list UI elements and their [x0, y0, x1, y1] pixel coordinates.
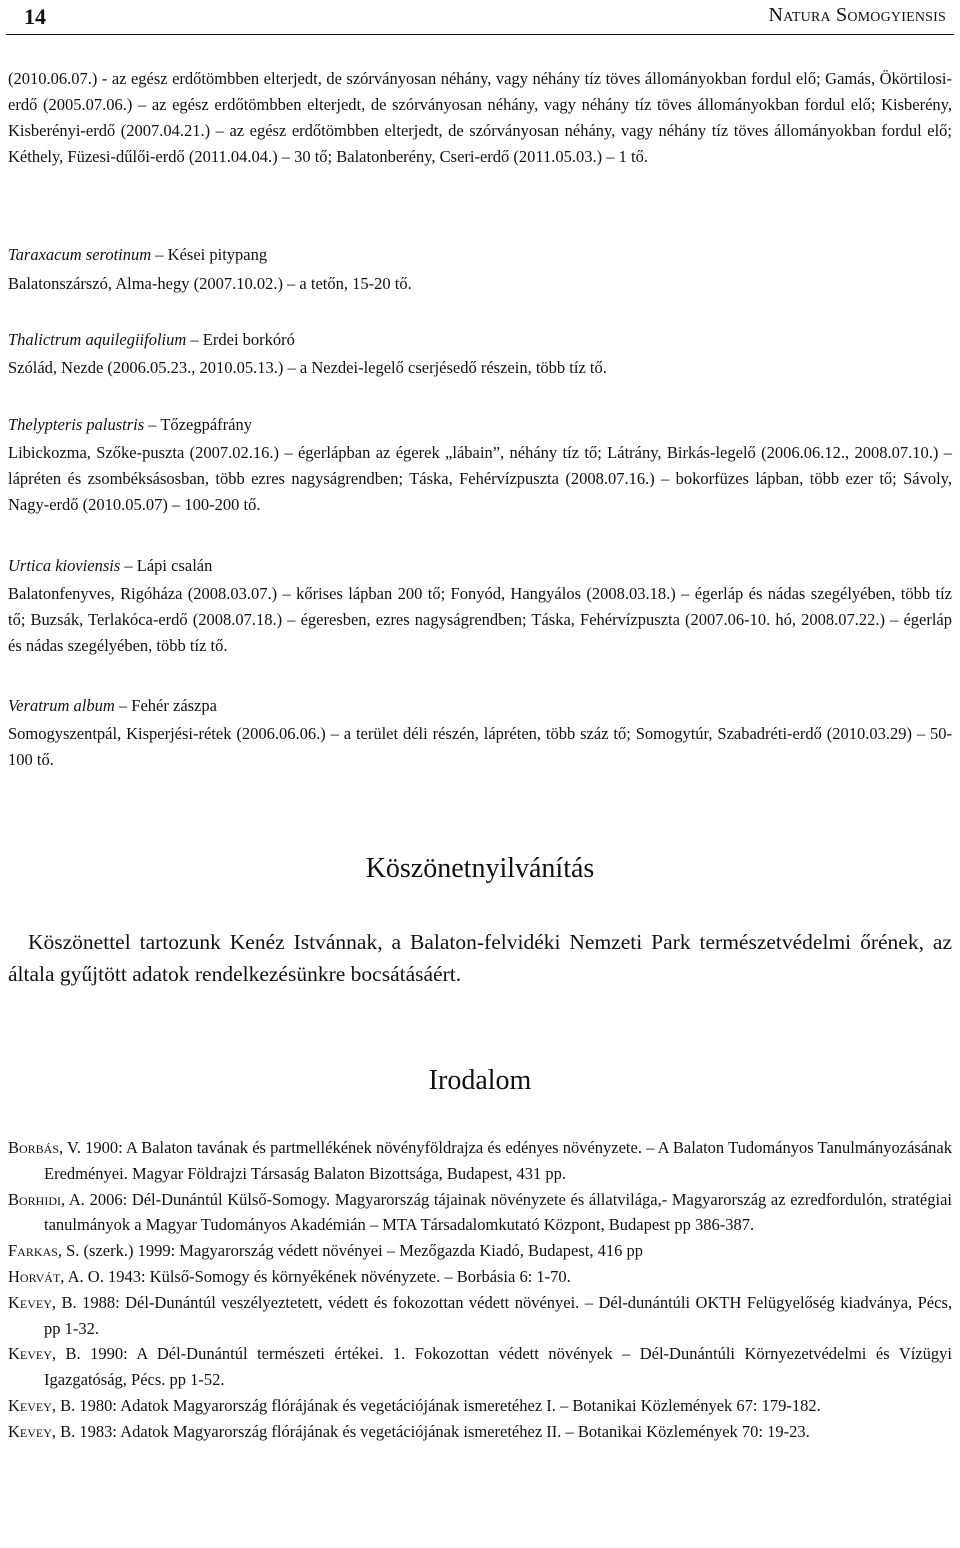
species-record-text: Libickozma, Szőke-puszta (2007.02.16.) – égerlápban az égerek „lábain”, néhány tíz tő; Látrány, Birkás-legelő (2006.06.12., 2008.07.10.) – lápréten és zsombéksásosban, több ezres nagyságrendben; Táska, Fehérvízpuszta (2008.07.16.) – bokorfüzes lápban, több ezer tő; Sávoly, Nagy-erdő (2010.05.07) – 100-200 tő.: [8, 443, 952, 514]
species-latin-name: Thalictrum aquilegiifolium: [8, 330, 187, 349]
reference-author: Horvát, A. O.: [8, 1266, 104, 1286]
references-title: Irodalom: [428, 1065, 532, 1096]
species-record: [8, 721, 952, 773]
species-record: [8, 271, 952, 297]
species-latin-name: Taraxacum serotinum: [8, 245, 152, 264]
acknowledgement-title: Köszönetnyilvánítás: [365, 853, 595, 884]
reference-author: Farkas, S.: [8, 1241, 80, 1261]
reference-text: 1980: Adatok Magyarország flórájának és vegetációjának ismeretéhez I. – Botanikai Közlemények 67: 179-182.: [79, 1395, 821, 1415]
species-common-name: – Tőzegpáfrány: [148, 415, 252, 434]
reference-text: (szerk.) 1999: Magyarország védett növényei – Mezőgazda Kiadó, Budapest, 416 pp: [83, 1241, 643, 1261]
reference-item: [8, 1419, 952, 1445]
page-header: [6, 0, 954, 35]
acknowledgement-text: Köszönettel tartozunk Kenéz Istvánnak, a Balaton-felvidéki Nemzeti Park természetvédelmi őrének, az általa gyűjtött adatok rendelkezésünkre bocsátásáért.: [8, 930, 952, 986]
reference-text: 2006: Dél-Dunántúl Külső-Somogy. Magyarország tájainak növényzete és állatvilága,- Magyarország az ezredfordulón, stratégiai tanulmányok a Magyar Tudományos Akadémián – MTA Társadalomkutató Központ, Budapest pp 386-387.: [44, 1189, 952, 1235]
species-record-text: Szólád, Nezde (2006.05.23., 2010.05.13.) – a Nezdei-legelő cserjésedő részein, több tíz tő.: [8, 358, 607, 377]
species-heading: [8, 693, 952, 719]
species-latin-name: Veratrum album: [8, 696, 115, 715]
species-record-text: Balatonfenyves, Rigóháza (2008.03.07.) – kőrises lápban 200 tő; Fonyód, Hangyálos (2008.03.18.) – égerláp és nádas szegélyében, több tíz tő; Buzsák, Terlakóca-erdő (2008.07.18.) – égeresben, ezres nagyságrendben; Táska, Fehérvízpuszta (2007.06-10. hó, 2008.07.22.) – égerláp és nádas szegélyében, több tíz tő.: [8, 584, 952, 655]
journal-title: Natura Somogyiensis: [768, 4, 946, 26]
reference-author: Kevey, B.: [8, 1292, 77, 1312]
page-number: 14: [24, 4, 46, 29]
species-heading: [8, 242, 952, 268]
reference-text: 1990: A Dél-Dunántúl természeti értékei. 1. Fokozottan védett növények – Dél-Dunántúli Környezetvédelmi és Vízügyi Igazgatóság, Pécs. pp 1-52.: [44, 1344, 952, 1390]
reference-text: 1983: Adatok Magyarország flórájának és vegetációjának ismeretéhez II. – Botanikai Közlemények 70: 19-23.: [79, 1421, 810, 1441]
species-latin-name: Thelypteris palustris: [8, 415, 145, 434]
species-record: [8, 581, 952, 659]
reference-item: [8, 1393, 952, 1419]
species-record-text: Balatonszárszó, Alma-hegy (2007.10.02.) – a tetőn, 15-20 tő.: [8, 274, 412, 293]
species-heading: [8, 553, 952, 579]
species-record: [8, 440, 952, 518]
reference-text: 1900: A Balaton tavának és partmellékének növényföldrajza és edényes növényzete. – A Balaton Tudományos Tanulmányozásának Eredményei. Magyar Földrajzi Társaság Balaton Bizottsága, Budapest, 431 pp.: [44, 1138, 953, 1183]
species-heading: [8, 327, 952, 353]
species-record: [8, 355, 952, 381]
species-common-name: – Erdei borkóró: [190, 330, 295, 349]
species-common-name: – Kései pitypang: [155, 245, 268, 264]
reference-author: Kevey, B.: [8, 1421, 76, 1441]
reference-text: 1943: Külső-Somogy és környékének növényzete. – Borbásia 6: 1-70.: [107, 1266, 571, 1286]
reference-author: Kevey, B.: [8, 1344, 81, 1364]
reference-text: 1988: Dél-Dunántúl veszélyeztetett, védett és fokozottan védett növényei. – Dél-dunántúli OKTH Felügyelőség kiadványa, Pécs, pp 1-32.: [44, 1292, 953, 1338]
reference-author: Borbás, V.: [8, 1138, 81, 1157]
reference-item: [8, 1187, 952, 1239]
species-latin-name: Urtica kioviensis: [8, 556, 121, 575]
intro-paragraph-block: [8, 66, 952, 170]
species-record-text: Somogyszentpál, Kisperjési-rétek (2006.06.06.) – a terület déli részén, lápréten, több száz tő; Somogytúr, Szabadréti-erdő (2010.03.29) – 50-100 tő.: [8, 724, 952, 769]
reference-author: Borhidi, A.: [8, 1189, 85, 1209]
reference-item: [8, 1135, 952, 1187]
reference-item: [8, 1341, 952, 1393]
reference-list: [8, 1135, 952, 1445]
reference-item: [8, 1290, 952, 1342]
reference-item: [8, 1264, 952, 1290]
species-heading: [8, 412, 952, 438]
species-common-name: – Fehér zászpa: [118, 696, 217, 715]
intro-paragraph: (2010.06.07.) - az egész erdőtömbben elterjedt, de szórványosan néhány, vagy néhány tíz töves állományokban fordul elő; Gamás, Ökörtilosi-erdő (2005.07.06.) – az egész erdőtömbben elterjedt, de szórványosan néhány, vagy néhány tíz töves állományokban fordul elő; Kisberény, Kisberényi-erdő (2007.04.21.) – az egész erdőtömbben elterjedt, de szórványosan néhány, vagy néhány tíz töves állományokban fordul elő; Kéthely, Füzesi-dűlői-erdő (2011.04.04.) – 30 tő; Balatonberény, Cseri-erdő (2011.05.03.) – 1 tő.: [8, 69, 952, 166]
species-common-name: – Lápi csalán: [124, 556, 213, 575]
reference-item: [8, 1238, 952, 1264]
reference-author: Kevey, B.: [8, 1395, 76, 1415]
